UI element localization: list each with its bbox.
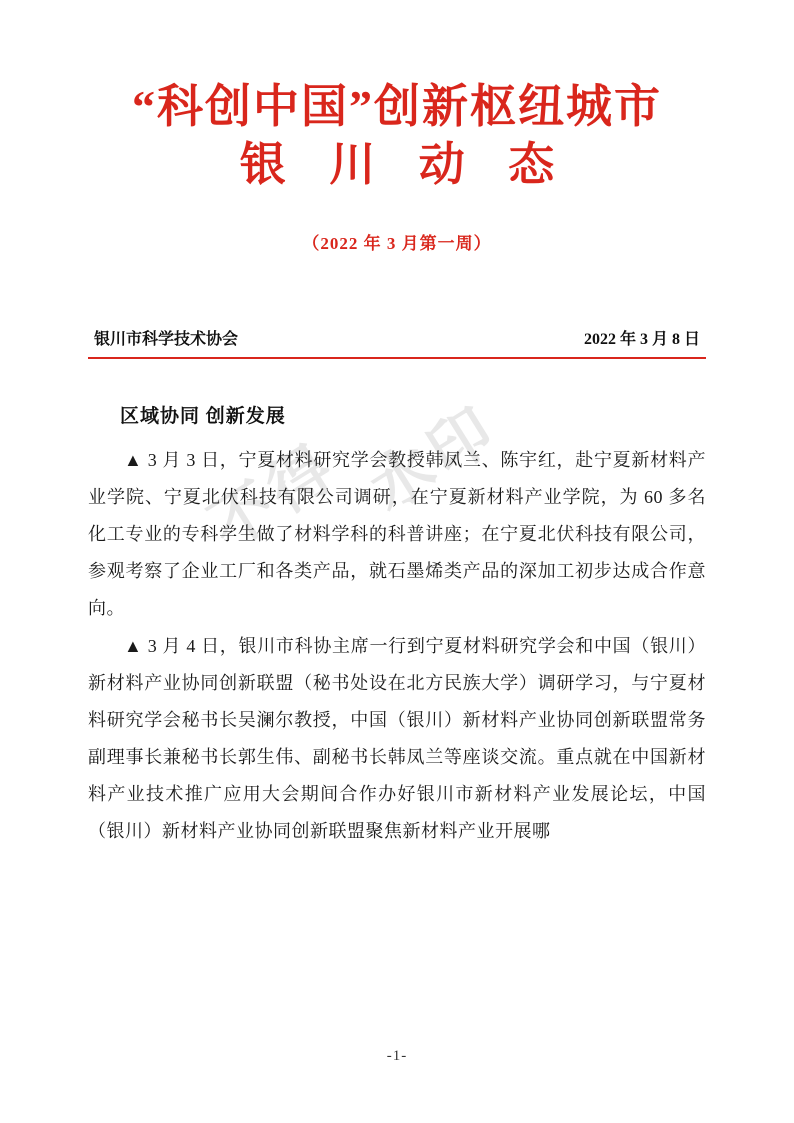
masthead-title-line2: 银 川 动 态 <box>239 138 571 190</box>
masthead <box>88 0 706 254</box>
section-heading: 区域协同 创新发展 <box>120 406 286 427</box>
document-body <box>88 401 706 850</box>
body-paragraph: ▲ 3 月 4 日，银川市科协主席一行到宁夏材料研究学会和中国（银川）新材料产业协同创新联盟（秘书处设在北方民族大学）调研学习，与宁夏材料研究学会秘书长吴澜尔教授，中国（银川）新材料产业协同创新联盟常务副理事长兼秘书长郭生伟、副秘书长韩凤兰等座谈交流。重点就在中国新材料产业技术推广应用大会期间合作办好银川市新材料产业发展论坛，中国（银川）新材料产业协同创新联盟聚焦新材料产业开展哪 <box>88 636 706 841</box>
publication-date: 2022 年 3 月 8 日 <box>583 331 700 348</box>
watermark-text-line1: 不得 <box>199 432 351 563</box>
issue-date: （2022 年 3 月第一周） <box>302 234 492 253</box>
issuing-organization: 银川市科学技术协会 <box>94 331 239 348</box>
watermark-text-line2: 水印 <box>359 394 511 525</box>
body-paragraph: ▲ 3 月 3 日，宁夏材料研究学会教授韩凤兰、陈宇红，赴宁夏新材料产业学院、宁夏北伏科技有限公司调研，在宁夏新材料产业学院，为 60 多名化工专业的专科学生做了材料学科的科普讲座；在宁夏北伏科技有限公司，参观考察了企业工厂和各类产品，就石墨烯类产品的深加工初步达成合作意向。 <box>88 450 706 618</box>
masthead-title-line1: “科创中国”创新枢纽城市 <box>132 81 662 132</box>
page-number: -1- <box>386 1048 408 1064</box>
header-divider <box>88 357 706 359</box>
meta-row <box>88 326 706 355</box>
